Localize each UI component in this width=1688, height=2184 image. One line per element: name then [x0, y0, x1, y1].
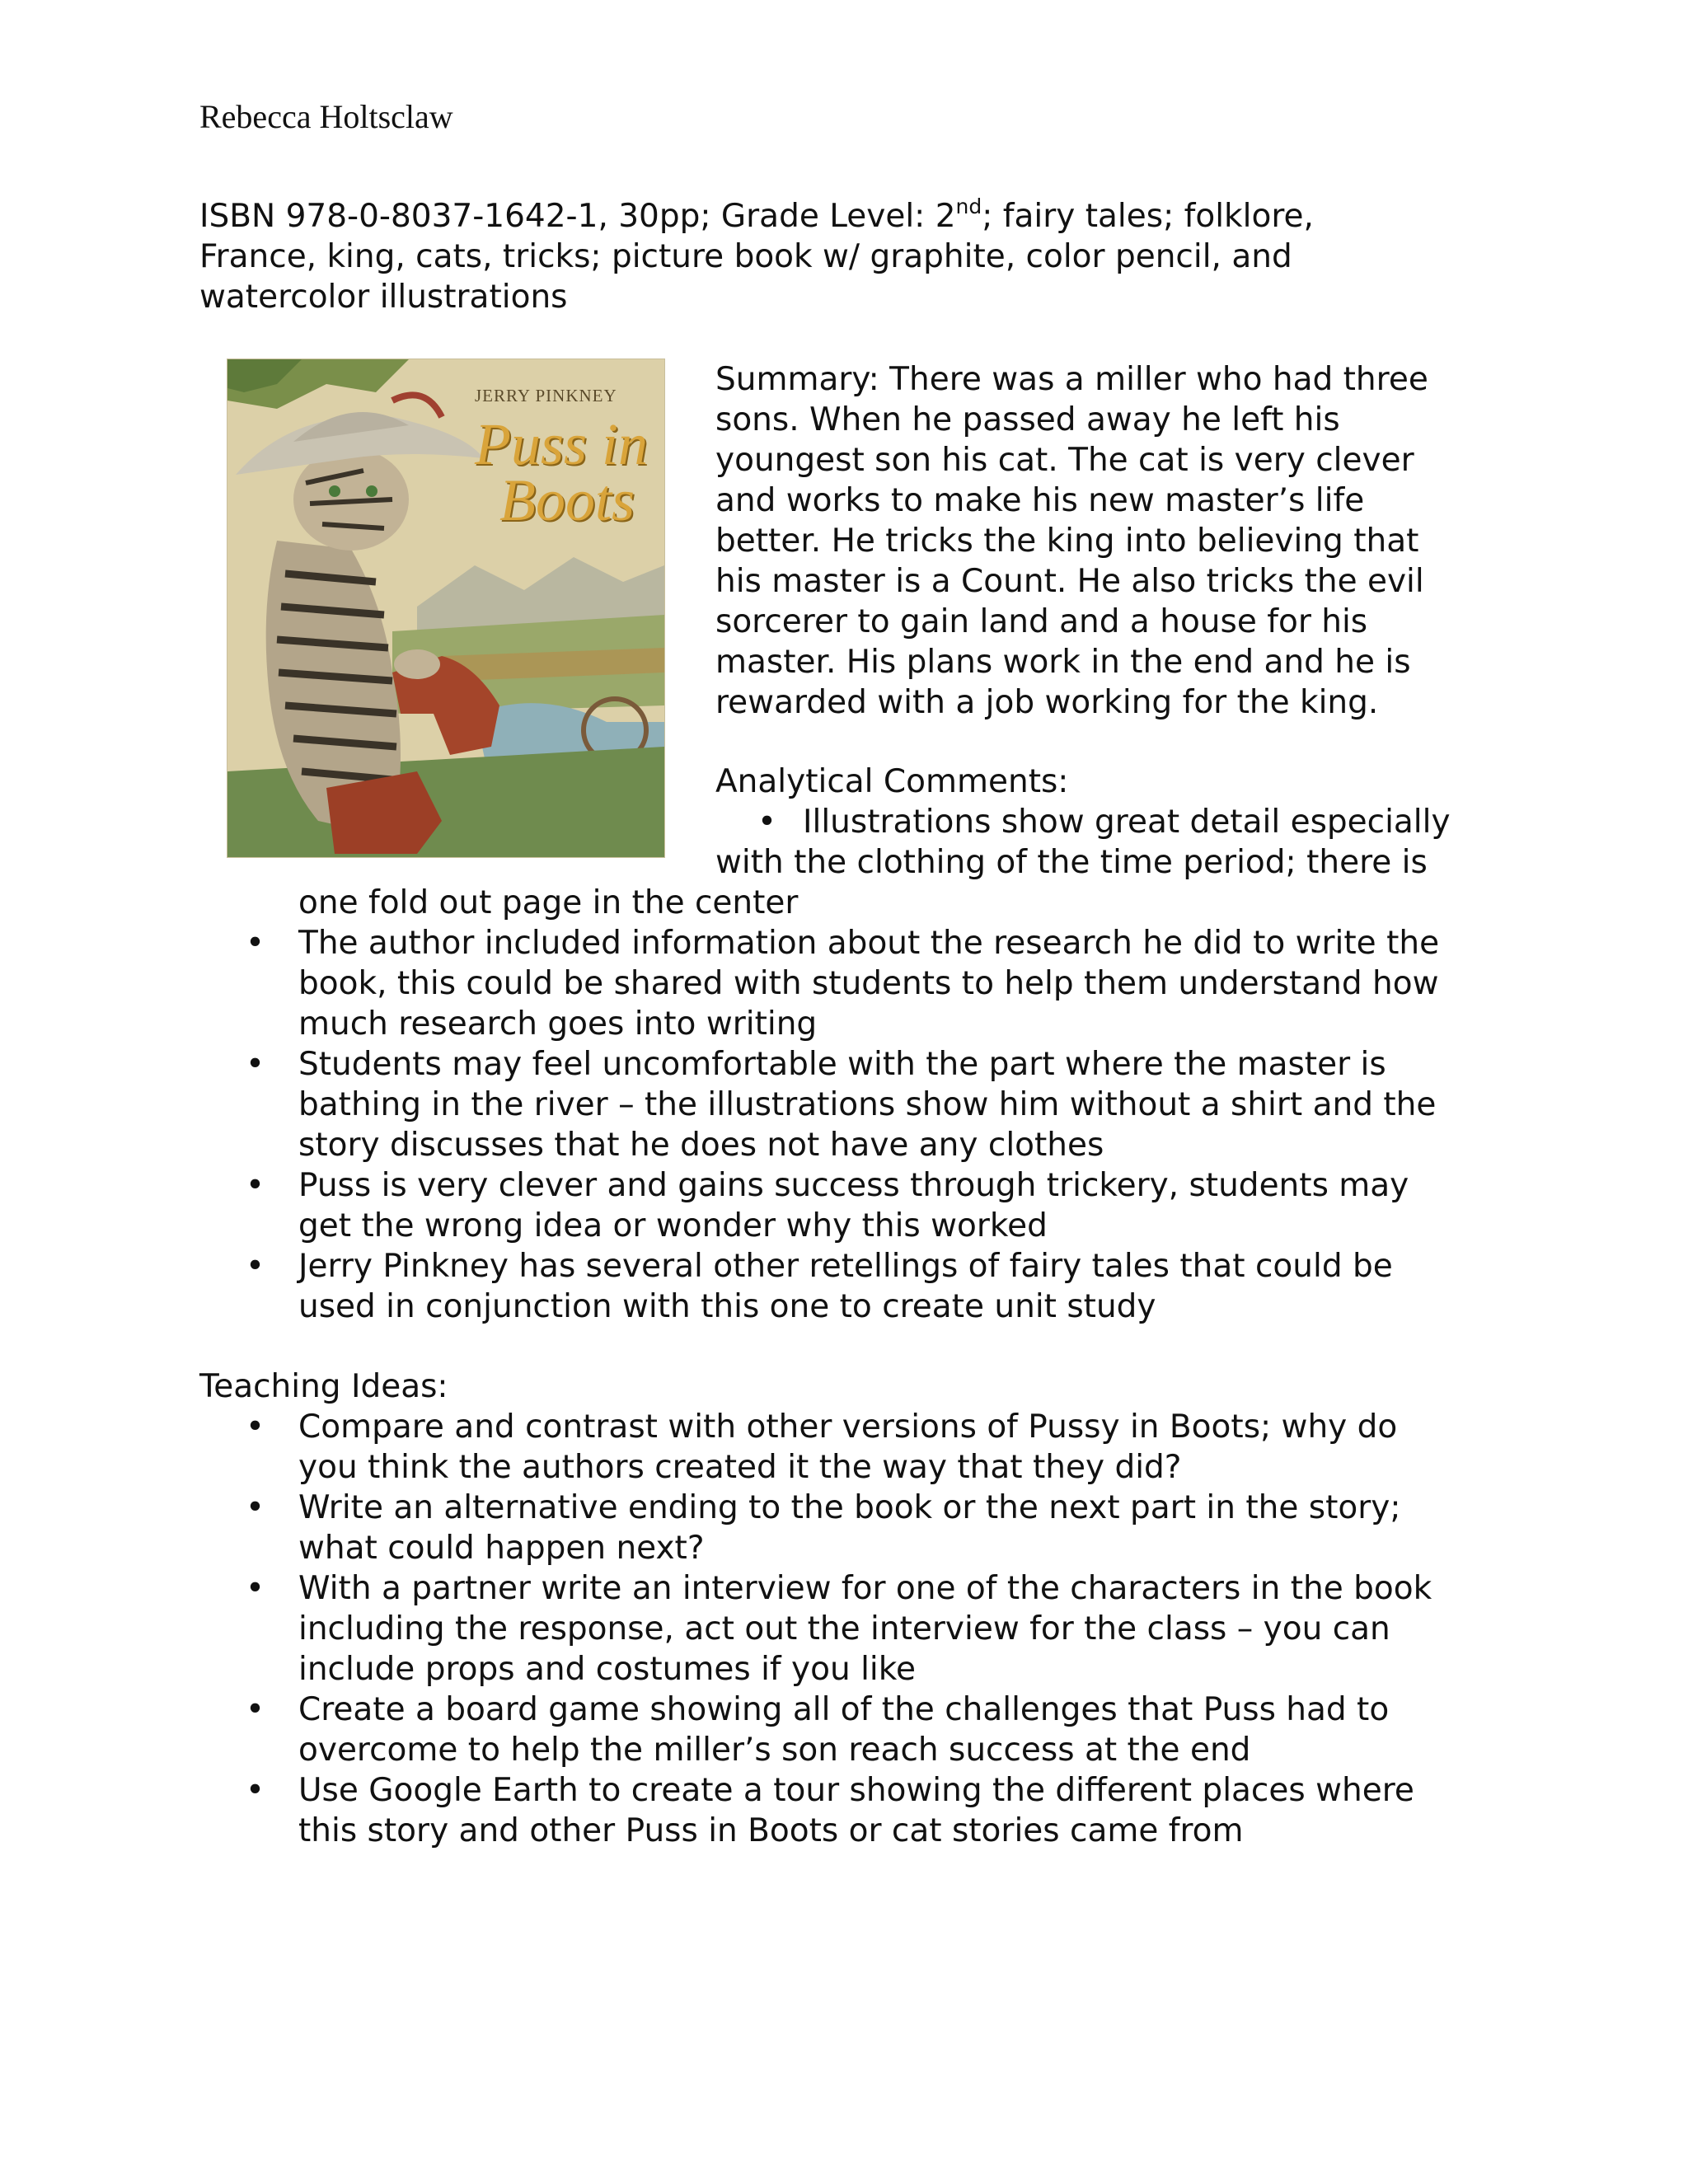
bullet-icon: •	[246, 1408, 265, 1446]
teaching-idea-item-line: Compare and contrast with other versions of Pussy in Boots; why do	[298, 1408, 1398, 1446]
grade-superscript: nd	[955, 194, 982, 218]
bullet-icon: •	[246, 925, 265, 962]
analytical-comment-item-line: get the wrong idea or wonder why this worked	[298, 1207, 1048, 1244]
book-info-line-1-text: ISBN 978-0-8037-1642-1, 30pp; Grade Level: 2	[199, 198, 956, 235]
analytical-bullet-1-text: Illustrations show great detail especially	[803, 804, 1451, 841]
cover-title-line-2: Boots	[499, 467, 635, 533]
summary-line: Summary: There was a miller who had three	[715, 361, 1428, 398]
book-cover-image	[227, 359, 664, 857]
bullet-icon: •	[246, 1570, 265, 1607]
teaching-idea-item-line: this story and other Puss in Boots or cat stories came from	[298, 1812, 1244, 1849]
bullet-icon: •	[246, 1248, 265, 1285]
analytical-comment-item-line: book, this could be shared with students to help them understand how	[298, 965, 1439, 1002]
bullet-icon: •	[757, 804, 776, 841]
teaching-idea-item-line: overcome to help the miller’s son reach success at the end	[298, 1732, 1251, 1769]
analytical-comment-item-line: used in conjunction with this one to create unit study	[298, 1288, 1156, 1325]
summary-line: better. He tricks the king into believing that	[715, 523, 1419, 560]
book-info-line-1	[199, 196, 1518, 237]
teaching-idea-item-line: With a partner write an interview for one of the characters in the book	[298, 1570, 1432, 1607]
summary-line: his master is a Count. He also tricks the evil	[715, 563, 1424, 600]
analytical-comment-item	[199, 923, 1601, 1044]
teaching-ideas-list	[199, 1407, 1601, 1851]
teaching-idea-item-line: what could happen next?	[298, 1530, 705, 1567]
teaching-idea-item	[199, 1407, 1601, 1488]
summary-line: rewarded with a job working for the king.	[715, 684, 1379, 721]
analytical-comment-item	[199, 1044, 1601, 1165]
summary-paragraph	[715, 359, 1540, 723]
analytical-comment-item-line: The author included information about the research he did to write the	[298, 925, 1440, 962]
summary-line: sorcerer to gain land and a house for his	[715, 603, 1368, 640]
analytical-bullet-1-line-1	[715, 802, 1451, 842]
analytical-comments-list	[199, 923, 1601, 1327]
teaching-idea-item	[199, 1568, 1601, 1690]
bullet-icon: •	[246, 1167, 265, 1204]
bullet-icon: •	[246, 1046, 265, 1083]
analytical-comment-item-line: Puss is very clever and gains success through trickery, students may	[298, 1167, 1409, 1204]
bullet-icon: •	[246, 1489, 265, 1526]
analytical-comment-item-line: Jerry Pinkney has several other retellings of fairy tales that could be	[298, 1248, 1393, 1285]
book-info	[199, 196, 1518, 317]
summary-line: youngest son his cat. The cat is very clever	[715, 442, 1414, 479]
analytical-comment-item-line: story discusses that he does not have any clothes	[298, 1127, 1104, 1164]
analytical-comment-item-line: bathing in the river – the illustrations show him without a shirt and the	[298, 1086, 1437, 1123]
book-info-line-1-tail: ; fairy tales; folklore,	[982, 198, 1314, 235]
teaching-idea-item-line: including the response, act out the interview for the class – you can	[298, 1610, 1390, 1647]
teaching-idea-item	[199, 1690, 1601, 1770]
teaching-idea-item-line: Create a board game showing all of the challenges that Puss had to	[298, 1691, 1390, 1728]
analytical-comment-item	[199, 1246, 1601, 1327]
cover-title-line-1: Puss in	[475, 411, 649, 477]
summary-line: and works to make his new master’s life	[715, 482, 1365, 519]
author-name: Rebecca Holtsclaw	[199, 98, 453, 135]
book-info-line-3: watercolor illustrations	[199, 279, 568, 316]
teaching-idea-item-line: you think the authors created it the way that they did?	[298, 1449, 1182, 1486]
analytical-comment-item-line: Students may feel uncomfortable with the part where the master is	[298, 1046, 1386, 1083]
summary-line: sons. When he passed away he left his	[715, 401, 1340, 438]
analytical-bullet-1-line-3: one fold out page in the center	[298, 884, 799, 921]
bullet-icon: •	[246, 1691, 265, 1728]
bullet-icon: •	[246, 1772, 265, 1809]
cover-author: JERRY PINKNEY	[475, 386, 617, 405]
analytical-bullet-1-line-2: with the clothing of the time period; there is	[715, 844, 1428, 881]
teaching-idea-item-line: include props and costumes if you like	[298, 1651, 916, 1688]
teaching-idea-item-line: Use Google Earth to create a tour showing the different places where	[298, 1772, 1414, 1809]
teaching-idea-item-line: Write an alternative ending to the book or the next part in the story;	[298, 1489, 1401, 1526]
teaching-ideas-heading: Teaching Ideas:	[199, 1368, 448, 1405]
analytical-comment-item	[199, 1165, 1601, 1246]
analytical-comments-heading: Analytical Comments:	[715, 763, 1069, 800]
analytical-comment-item-line: much research goes into writing	[298, 1005, 818, 1043]
book-info-line-2: France, king, cats, tricks; picture book w/ graphite, color pencil, and	[199, 238, 1292, 275]
teaching-idea-item	[199, 1488, 1601, 1568]
summary-line: master. His plans work in the end and he is	[715, 644, 1411, 681]
teaching-idea-item	[199, 1770, 1601, 1851]
